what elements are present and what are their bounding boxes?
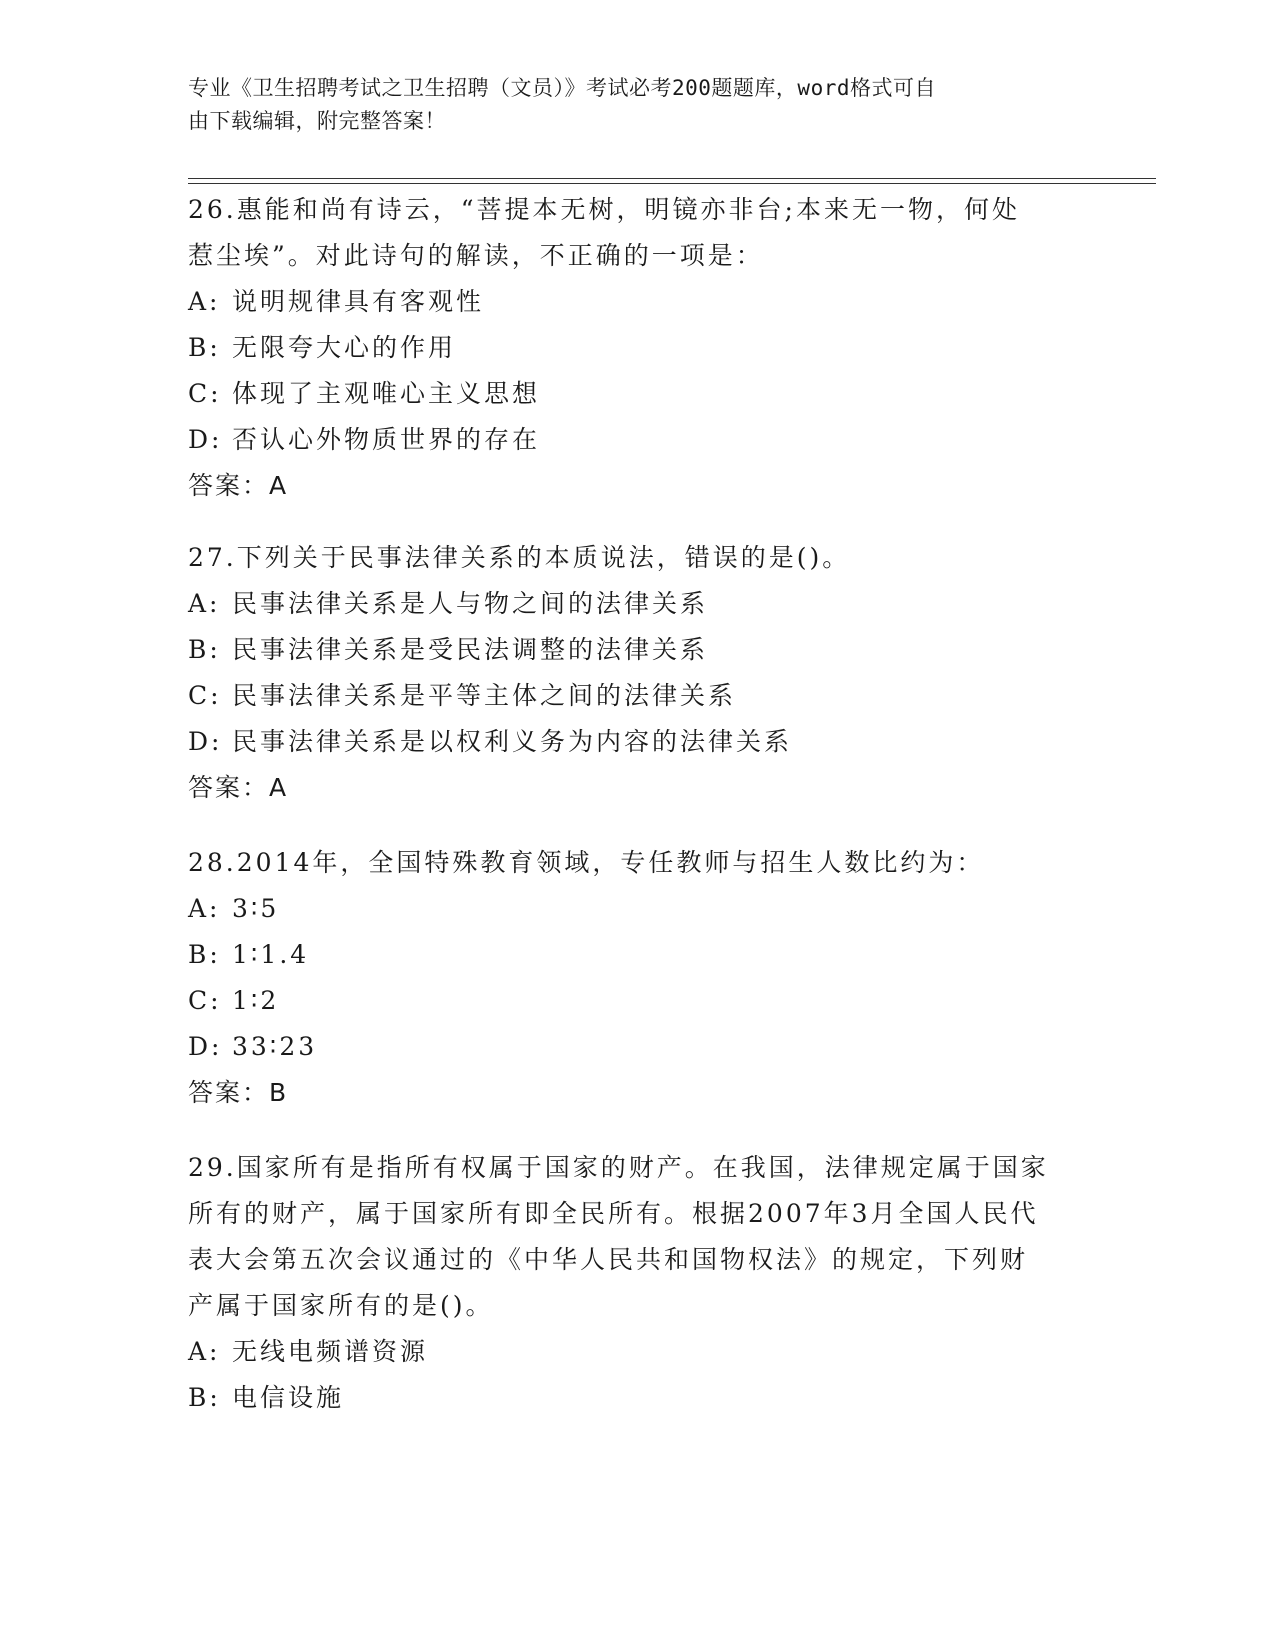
- option-a: [188, 886, 1088, 932]
- option-d: [188, 1024, 1088, 1070]
- option-a: [188, 1329, 1088, 1375]
- option-key: B:: [188, 940, 221, 969]
- question-stem-line: 27.下列关于民事法律关系的本质说法，错误的是()。: [188, 543, 851, 572]
- question-stem-line: 26.惠能和尚有诗云，“菩提本无树，明镜亦非台;本来无一物，何处: [188, 195, 1020, 224]
- option-text: 1∶1.4: [232, 940, 310, 969]
- option-key: D:: [188, 727, 223, 756]
- option-text: 1∶2: [232, 986, 280, 1015]
- question-29: [188, 1145, 1088, 1421]
- answer-label: 答案：A: [188, 773, 289, 802]
- option-b: [188, 325, 1088, 371]
- option-text: 无限夸大心的作用: [232, 333, 457, 362]
- option-key: A:: [188, 589, 221, 618]
- option-d: [188, 417, 1088, 463]
- option-key: A:: [188, 287, 221, 316]
- question-26: [188, 187, 1088, 509]
- question-stem-line: 表大会第五次会议通过的《中华人民共和国物权法》的规定，下列财: [188, 1245, 1029, 1274]
- question-stem-line: 惹尘埃”。对此诗句的解读，不正确的一项是：: [188, 241, 764, 270]
- option-key: B:: [188, 333, 221, 362]
- option-text: 民事法律关系是以权利义务为内容的法律关系: [232, 727, 793, 756]
- header-line-1: 专业《卫生招聘考试之卫生招聘（文员）》考试必考200题题库，word格式可自: [188, 76, 936, 100]
- option-key: C:: [188, 986, 222, 1015]
- option-text: 33∶23: [232, 1032, 318, 1061]
- question-stem-line: 所有的财产，属于国家所有即全民所有。根据2007年3月全国人民代: [188, 1199, 1039, 1228]
- question-stem-line: 29.国家所有是指所有权属于国家的财产。在我国，法律规定属于国家: [188, 1153, 1049, 1182]
- header-line-2: 由下载编辑，附完整答案！: [188, 109, 446, 133]
- option-d: [188, 719, 1088, 765]
- option-a: [188, 279, 1088, 325]
- option-text: 无线电频谱资源: [232, 1337, 429, 1366]
- option-key: D:: [188, 425, 223, 454]
- option-key: C:: [188, 681, 222, 710]
- option-key: B:: [188, 635, 221, 664]
- option-c: [188, 673, 1088, 719]
- option-text: 民事法律关系是受民法调整的法律关系: [232, 635, 709, 664]
- document-header: [188, 72, 1068, 138]
- option-text: 民事法律关系是人与物之间的法律关系: [232, 589, 709, 618]
- option-a: [188, 581, 1088, 627]
- option-b: [188, 1375, 1088, 1421]
- option-text: 否认心外物质世界的存在: [232, 425, 541, 454]
- answer-label: 答案：A: [188, 471, 289, 500]
- option-key: B:: [188, 1383, 221, 1412]
- option-key: C:: [188, 379, 222, 408]
- header-divider-top: [188, 178, 1156, 179]
- option-text: 说明规律具有客观性: [232, 287, 485, 316]
- option-c: [188, 371, 1088, 417]
- option-key: D:: [188, 1032, 223, 1061]
- option-b: [188, 932, 1088, 978]
- option-text: 电信设施: [232, 1383, 345, 1412]
- question-stem-line: 产属于国家所有的是()。: [188, 1291, 494, 1320]
- answer-label: 答案：B: [188, 1078, 289, 1107]
- option-key: A:: [188, 1337, 221, 1366]
- question-stem-line: 28.2014年，全国特殊教育领域，专任教师与招生人数比约为：: [188, 848, 985, 877]
- option-b: [188, 627, 1088, 673]
- question-27: [188, 535, 1088, 811]
- option-text: 体现了主观唯心主义思想: [232, 379, 541, 408]
- option-c: [188, 978, 1088, 1024]
- question-28: [188, 840, 1088, 1116]
- option-text: 民事法律关系是平等主体之间的法律关系: [232, 681, 737, 710]
- header-divider-bottom: [188, 183, 1156, 184]
- option-key: A:: [188, 894, 221, 923]
- option-text: 3∶5: [232, 894, 280, 923]
